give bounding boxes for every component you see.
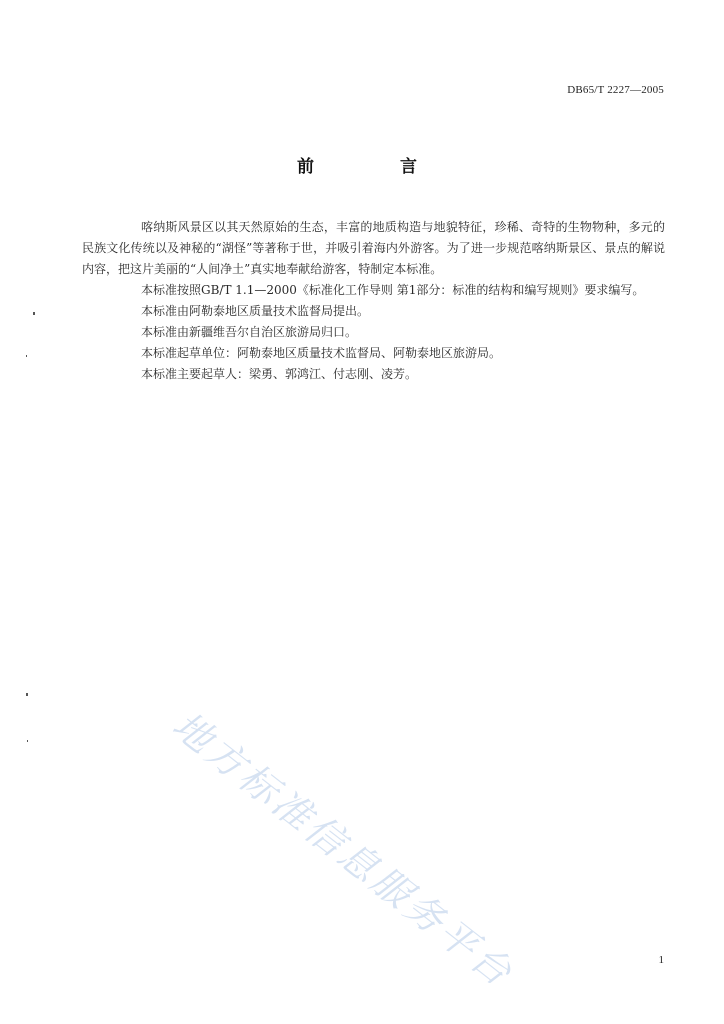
scan-speck xyxy=(33,312,35,315)
document-code: DB65/T 2227—2005 xyxy=(567,84,664,96)
page-number: 1 xyxy=(658,954,664,966)
paragraph-drafters: 本标准主要起草人：梁勇、郭鸿江、付志刚、凌芳。 xyxy=(141,367,418,381)
paragraph-centralized-unit: 本标准由新疆维吾尔自治区旅游局归口。 xyxy=(141,325,358,339)
foreword-body xyxy=(82,217,665,385)
page-title: 前 言 xyxy=(297,157,457,177)
paragraph-proposer: 本标准由阿勒泰地区质量技术监督局提出。 xyxy=(141,304,370,318)
scan-speck xyxy=(26,693,28,696)
scan-speck xyxy=(26,355,27,357)
paragraph-drafting-units: 本标准起草单位：阿勒泰地区质量技术监督局、阿勒泰地区旅游局。 xyxy=(141,346,502,360)
watermark-text: 地方标准信息服务平台 xyxy=(164,702,523,997)
scan-speck xyxy=(27,740,28,742)
paragraph-drafting-basis: 本标准按照GB/T 1.1—2000《标准化工作导则 第1部分：标准的结构和编写规则》要求编写。 xyxy=(141,283,645,297)
paragraph-intro: 喀纳斯风景区以其天然原始的生态，丰富的地质构造与地貌特征，珍稀、奇特的生物物种，多元的民族文化传统以及神秘的“湖怪”等著称于世，并吸引着海内外游客。为了进一步规范喀纳斯景区、景点的解说内容，把这片美丽的“人间净土”真实地奉献给游客，特制定本标准。 xyxy=(82,220,665,276)
